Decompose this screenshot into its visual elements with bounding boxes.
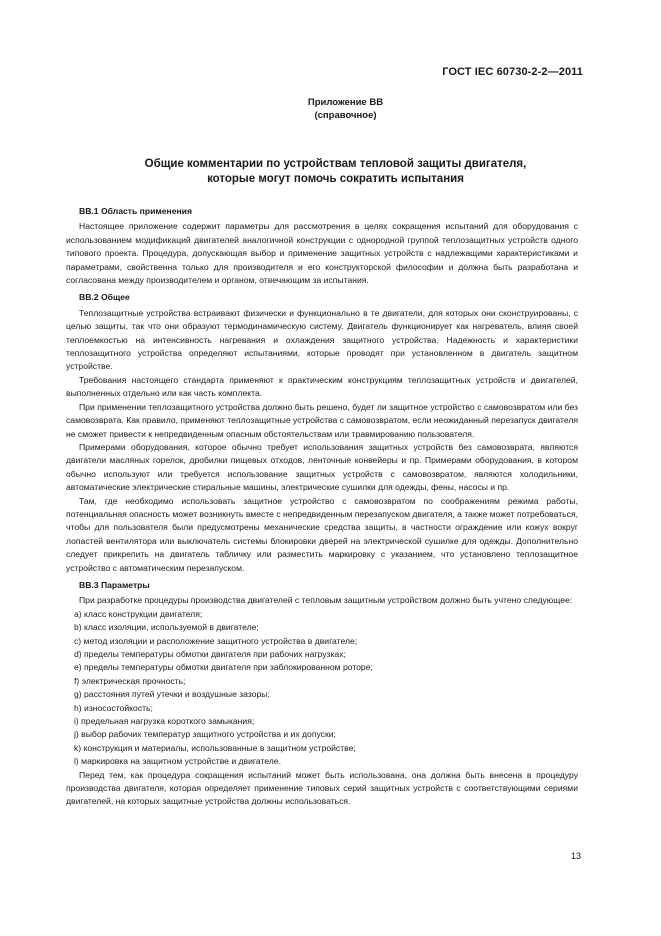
- section-bb3: [66, 579, 578, 809]
- list-item: d) пределы температуры обмотки двигателя при рабочих нагрузках;: [74, 649, 346, 659]
- list-item: j) выбор рабочих температур защитного устройства и их допуски;: [74, 729, 336, 740]
- list-item: l) маркировка на защитном устройстве и двигателе.: [74, 756, 281, 767]
- section-bb1: [66, 205, 578, 287]
- list-item: c) метод изоляции и расположение защитного устройства в двигателе;: [74, 635, 358, 646]
- list-item: g) расстояния путей утечки и воздушные зазоры;: [74, 689, 270, 700]
- main-title-line-1: Общие комментарии по устройствам тепловой защиты двигателя,: [144, 158, 527, 170]
- list-item: h) износостойкость;: [74, 702, 153, 713]
- annex-subtitle: (справочное): [314, 110, 377, 121]
- paragraph: Там, где необходимо использовать защитное устройство с самовозвратом по соображениям режима работы, потенциальная опасность может возникнуть вместе с непредвиденным перезапуском двигателя, а также может потребоваться, чтобы для пользователя были предусмотрены механические средства защиты, в частности ограждение или кожух вокруг лопастей вентилятора или выключатель системы блокировки дверей на электрической сушилке для одежды. Дополнительно следует прикрепить на двигатель табличку или разместить маркировку с указанием, что установлено теплозащитное устройство с автоматическим перезапуском.: [66, 495, 578, 573]
- list-item: b) класс изоляции, используемой в двигателе;: [74, 622, 259, 633]
- list-item: f) электрическая прочность;: [74, 675, 186, 686]
- paragraph: Настоящее приложение содержит параметры для рассмотрения в целях сокращения испытаний для оборудования с использованием модификаций двигателей аналогичной конструкции с однородной группой теплозащитных устройств одного типового проекта. Процедура, допускающая выбор и применение защитных устройств с надлежащими характеристиками и параметрами, свойственна только для производителя и его конструкторской философии и должна быть разработана и согласована между производителем и органом, отвечающим за испытания.: [66, 221, 578, 286]
- list-item: k) конструкция и материалы, использованные в защитном устройстве;: [74, 742, 356, 753]
- list-item: e) пределы температуры обмотки двигателя при заблокированном роторе;: [74, 662, 373, 673]
- section-heading: ВВ.2 Общее: [79, 292, 130, 303]
- section-heading: ВВ.3 Параметры: [79, 579, 150, 590]
- paragraph: При применении теплозащитного устройства должно быть решено, будет ли защитное устройство с самовозвратом или без самовозврата. Как правило, применяют теплозащитные устройства с самовозвратом, если неожиданный перезапуск двигателя не сможет привести к непредвиденным опасным обстоятельствам или травмированию пользователя.: [66, 401, 578, 439]
- paragraph: При разработке процедуры производства двигателей с тепловым защитным устройством должно быть учтено следующее:: [79, 595, 573, 606]
- section-heading: ВВ.1 Область применения: [79, 206, 192, 216]
- annex-title: Приложение ВВ: [307, 97, 384, 108]
- standard-header: ГОСТ IEC 60730-2-2—2011: [442, 66, 583, 78]
- list-item: i) предельная нагрузка короткого замыкания;: [74, 716, 255, 727]
- main-title-line-2: которые могут помочь сократить испытания: [207, 173, 464, 185]
- main-title: [0, 157, 661, 187]
- section-bb2: [66, 291, 578, 575]
- paragraph: Требования настоящего стандарта применяют к практическим конструкциям теплозащитных устройств и двигателей, выполненных отдельно или как часть комплекта.: [66, 374, 578, 399]
- paragraph: Примерами оборудования, которое обычно требует использования защитных устройств без самовозврата, являются двигатели масляных горелок, дробилки пищевых отходов, ленточные конвейеры и пр. Примерами оборудования, в котором обычно используют или требуется использование защитных устройств с самовозвратом, являются холодильники, автоматические электрические стиральные машины, электрические сушилки для одежды, фены, насосы и пр.: [66, 441, 578, 493]
- document-body: [66, 205, 578, 813]
- page-number: 13: [570, 851, 581, 861]
- parameters-list: [66, 608, 578, 769]
- paragraph: Перед тем, как процедура сокращения испытаний может быть использована, она должна быть внесена в процедуру производства двигателя, которая определяет применение типовых серий защитных устройств с соответствующими сериями двигателей, на которых защитные устройства должны использоваться.: [66, 769, 578, 807]
- annex-block: [0, 96, 661, 122]
- paragraph: Теплозащитные устройства встраивают физически и функционально в те двигатели, для которых они сконструированы, с целью защиты, так что они образуют термодинамическую систему. Двигатель функционирует как нагреватель, влияя своей теплоемкостью на интенсивность нагревания и охлаждения защитного устройства. Надежность и характеристики теплозащитного устройства определяют испытаниями, которые проводят при установленном в двигатель защитном устройстве.: [66, 307, 578, 372]
- list-item: a) класс конструкции двигателя;: [74, 608, 203, 619]
